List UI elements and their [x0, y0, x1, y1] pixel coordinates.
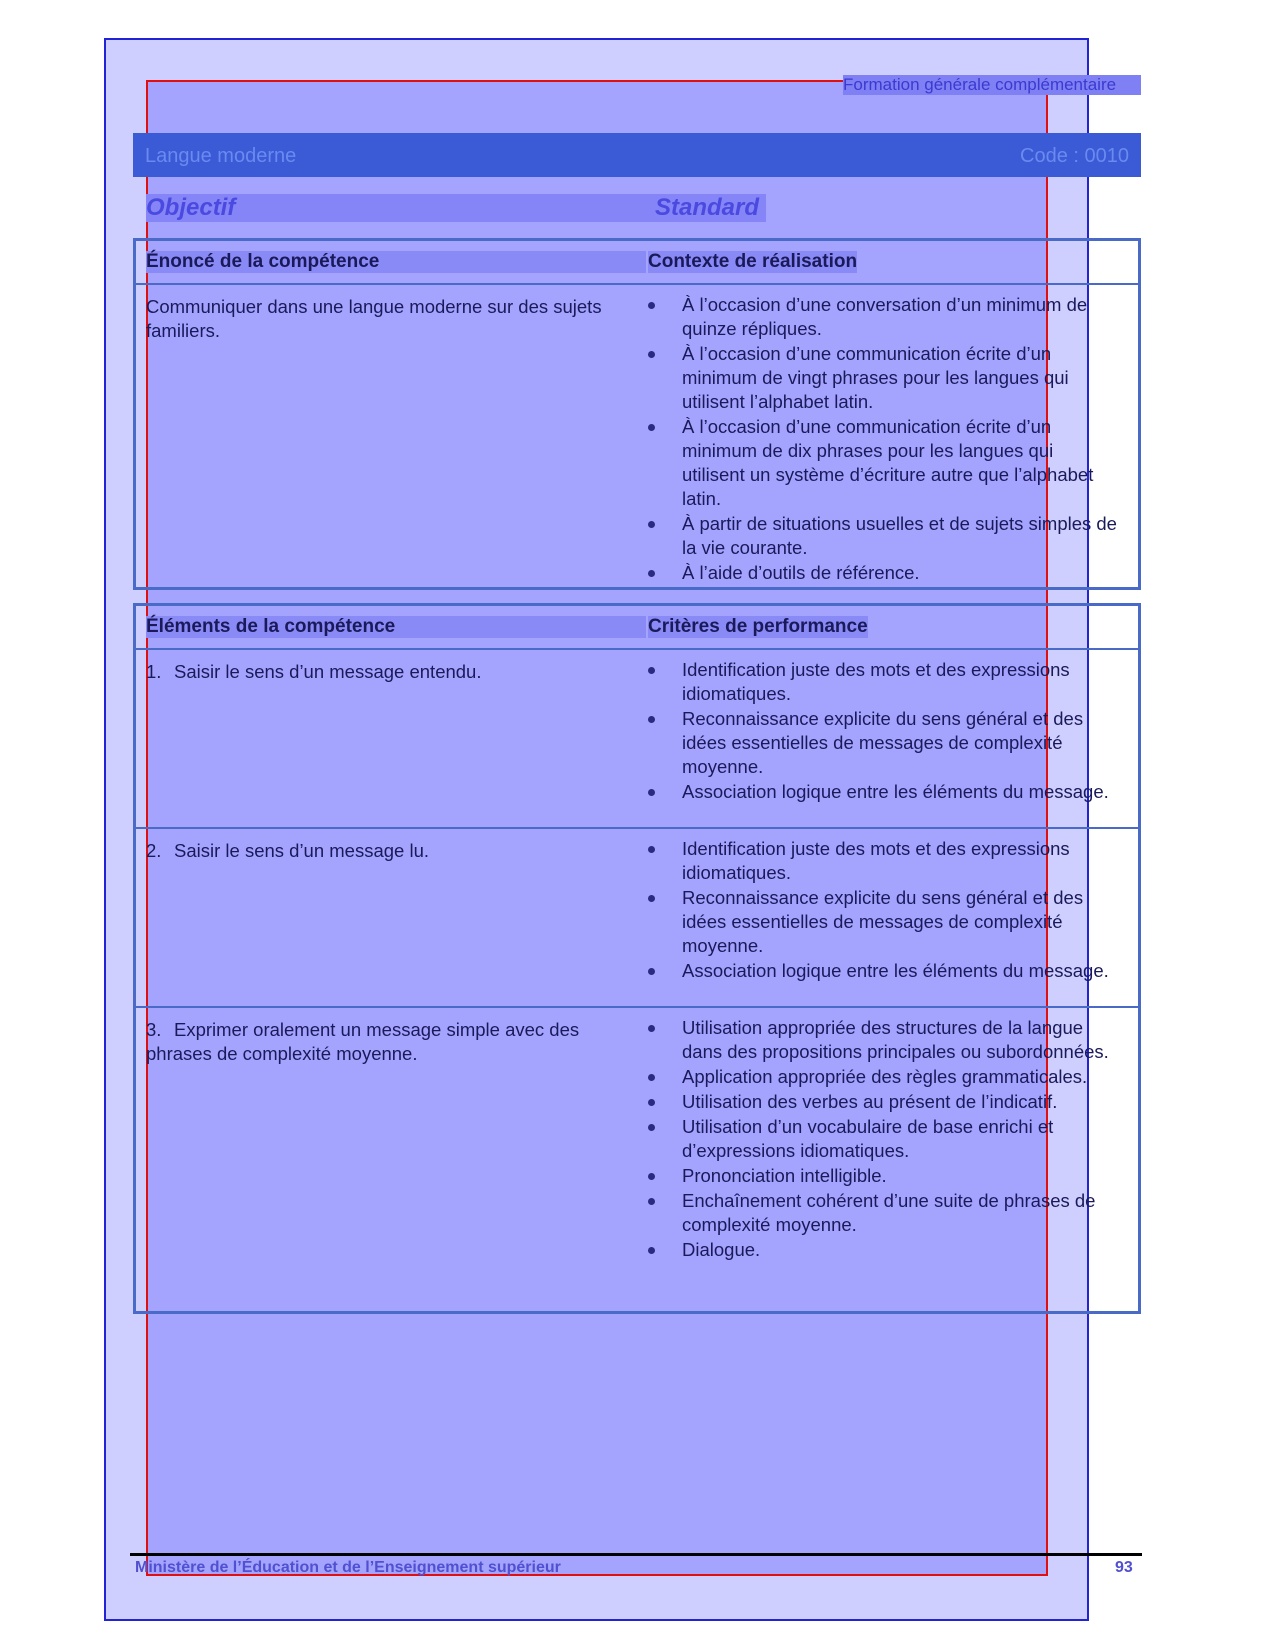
element-number: 3.: [146, 1019, 162, 1040]
competence-table-header: [136, 241, 1138, 285]
criteria-cell: [648, 1016, 1118, 1263]
criteria-list: [648, 1016, 1118, 1262]
competence-statement: Communiquer dans une langue moderne sur des sujets familiers.: [146, 296, 602, 341]
context-cell: [648, 293, 1118, 586]
context-item: À l’occasion d’une conversation d’un minimum de quinze répliques.: [648, 293, 1118, 341]
title-bar: [133, 133, 1141, 177]
criteria-cell: [648, 837, 1118, 984]
competence-row: [136, 285, 1138, 585]
element-number: 1.: [146, 661, 162, 682]
competence-table: [133, 238, 1141, 590]
criterion-item: Prononciation intelligible.: [648, 1164, 1118, 1188]
element-label: Saisir le sens d’un message lu.: [174, 840, 430, 861]
footer-rule: [130, 1553, 1142, 1556]
criterion-item: Identification juste des mots et des expressions idiomatiques.: [648, 837, 1118, 885]
criteria-cell: [648, 658, 1118, 805]
context-item: À l’occasion d’une communication écrite d’un minimum de dix phrases pour les langues qui utilisent un système d’écriture autre que l’alphabet latin.: [648, 415, 1118, 511]
criterion-item: Utilisation d’un vocabulaire de base enrichi et d’expressions idiomatiques.: [648, 1115, 1118, 1163]
context-item: À l’aide d’outils de référence.: [648, 561, 1118, 585]
standard-label: Standard: [655, 194, 760, 221]
criterion-item: Utilisation des verbes au présent de l’indicatif.: [648, 1090, 1118, 1114]
criterion-item: Application appropriée des règles grammaticales.: [648, 1065, 1118, 1089]
elements-table-header: [136, 606, 1138, 650]
element-row-1: [136, 650, 1138, 829]
context-list: [648, 293, 1118, 585]
element-text: [146, 660, 616, 684]
criteria-list: [648, 658, 1118, 804]
criteria-heading: Critères de performance: [648, 616, 868, 637]
element-number: 2.: [146, 840, 162, 861]
criterion-item: Identification juste des mots et des expressions idiomatiques.: [648, 658, 1118, 706]
context-item: À l’occasion d’une communication écrite d’un minimum de vingt phrases pour les langues qui utilisent l’alphabet latin.: [648, 342, 1118, 414]
context-heading: Contexte de réalisation: [648, 251, 858, 272]
elements-heading: Éléments de la compétence: [146, 616, 646, 638]
competence-statement-heading: Énoncé de la compétence: [146, 251, 646, 273]
element-text: [146, 1018, 616, 1066]
criterion-item: Utilisation appropriée des structures de la langue dans des propositions principales ou subordonnées.: [648, 1016, 1118, 1064]
elements-table: [133, 603, 1141, 1314]
subject-title: Langue moderne: [145, 145, 297, 167]
footer-publisher: Ministère de l’Éducation et de l’Enseignement supérieur: [135, 1559, 561, 1576]
criterion-item: Association logique entre les éléments du message.: [648, 959, 1118, 983]
element-label: Exprimer oralement un message simple avec des phrases de complexité moyenne.: [146, 1019, 580, 1064]
criterion-item: Enchaînement cohérent d’une suite de phrases de complexité moyenne.: [648, 1189, 1118, 1237]
context-item: À partir de situations usuelles et de sujets simples de la vie courante.: [648, 512, 1118, 560]
program-header: Formation générale complémentaire: [843, 75, 1141, 95]
criterion-item: Dialogue.: [648, 1238, 1118, 1262]
criterion-item: Reconnaissance explicite du sens général et des idées essentielles de messages de complexité moyenne.: [648, 886, 1118, 958]
criteria-list: [648, 837, 1118, 983]
element-row-3: [136, 1008, 1138, 1308]
element-text: [146, 839, 616, 863]
element-row-2: [136, 829, 1138, 1008]
course-code: Code : 0010: [1020, 145, 1129, 167]
criterion-item: Association logique entre les éléments du message.: [648, 780, 1118, 804]
criterion-item: Reconnaissance explicite du sens général et des idées essentielles de messages de complexité moyenne.: [648, 707, 1118, 779]
element-label: Saisir le sens d’un message entendu.: [174, 661, 482, 682]
page-number: 93: [1115, 1559, 1133, 1576]
objective-label: Objectif: [146, 194, 236, 221]
